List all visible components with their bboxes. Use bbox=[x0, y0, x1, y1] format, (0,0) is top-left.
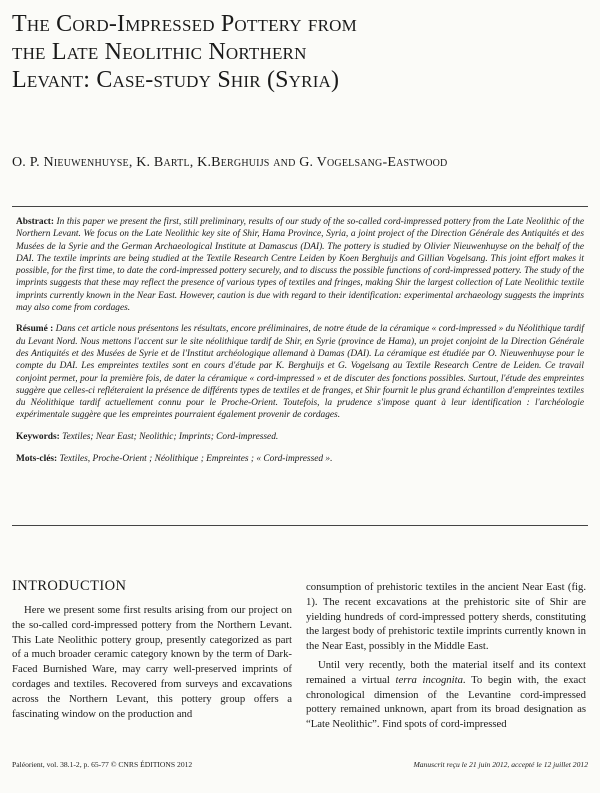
abstract-text: In this paper we present the first, still preliminary, results of our study of the so-called cord-impressed pottery from the Late Neolithic of the Northern Levant. We focus on the Late Neolithic key site of Shir, Hama Province, Syria, a joint project of the Direction Générale des Antiquités et des Musées de la Syrie and the German Archaeological Institute at Damascus (DAI). The pottery is studied by Olivier Nieuwenhuyse on the behalf of the DAI. The textile imprints are being studied at the Textile Research Centre Leiden by Koen Berghuijs and Gillian Vogelsang. This joint effort makes it possible, for the first time, to date the cord-impressed pottery securely, and to discuss the possible functions of cord-impressed pottery. The study of the imprints suggests that these may reflect the presence of various types of textiles and fringes, making Shir the largest collection of Late Neolithic textile imprints currently known in the Near East. However, caution is due with regard to their identification: experimental archaeology suggests the imprints may also come from cordages. bbox=[16, 217, 585, 314]
right-p2-italic: terra incognita bbox=[395, 673, 463, 686]
author-list: O. P. Nieuwenhuyse, K. Bartl, K.Berghuijs and G. Vogelsang-Eastwood bbox=[12, 155, 448, 170]
motscles-label: Mots-clés: bbox=[16, 453, 58, 464]
abstract-paragraph bbox=[16, 216, 584, 314]
keywords-text: Textiles; Near East; Neolithic; Imprints; Cord-impressed. bbox=[62, 431, 279, 442]
motscles-line bbox=[16, 453, 584, 466]
resume-paragraph bbox=[16, 323, 584, 421]
right-column-paragraph-1: consumption of prehistoric textiles in the ancient Near East (fig. 1). The recent excavations at the prehistoric site of Shir are yielding hundreds of cord-impressed pottery sherds, constituting the largest body of prehistoric textile imprints currently known in the Near East, possibly in the Middle East. bbox=[306, 581, 586, 653]
keywords-label: Keywords: bbox=[16, 431, 60, 442]
abstract-box bbox=[12, 206, 588, 526]
right-column-paragraph-2 bbox=[306, 658, 586, 732]
paper-title bbox=[12, 10, 592, 94]
title-line-3: Levant: Case-study Shir (Syria) bbox=[12, 67, 340, 93]
title-line-2: the Late Neolithic Northern bbox=[12, 39, 307, 65]
right-p2-after: . To begin with, the exact chronological dimension of the Levantine cord-impressed pottery remained unknown, apart from its broad designation as “Late Neolithic”. Find spots of cord-impressed bbox=[306, 673, 586, 731]
section-heading: INTRODUCTION bbox=[12, 578, 127, 594]
resume-label: Résumé : bbox=[16, 324, 54, 335]
footer-dates: Manuscrit reçu le 21 juin 2012, accepté le 12 juillet 2012 bbox=[413, 760, 588, 769]
title-line-1: The Cord-Impressed Pottery from bbox=[12, 11, 357, 37]
right-p2-before: Until very recently, both the material itself and its context remained a virtual bbox=[306, 658, 586, 686]
resume-text: Dans cet article nous présentons les résultats, encore préliminaires, de notre étude de la céramique « cord-impressed » du Néolithique tardif du Levant Nord. Nous mettons l'accent sur le site néolithique tardif de Shir, en Syrie (province de Hama), un projet conjoint de la Direction Générale des Antiquités et des Musées de Syrie et de l'Institut archéologique allemand à Damas (DAI). La céramique est étudiée par O. Nieuwenhuyse pour le compte du DAI. Les empreintes textiles sont en cours d'étude par K. Berghuijs et G. Vogelsang au Textile Research Centre de Leiden. Ce travail conjoint permet, pour la première fois, de dater la céramique « cord-impressed » et de discuter des fonctions possibles. Surtout, l'étude des empreintes suggère que celles-ci refléteraient la présence de différents types de textiles et de franges, et Shir fournit le plus grand échantillon d'empreintes textiles du Néolithique tardif actuellement connu pour le Proche-Orient. Toutefois, la prudence s'impose quant à leur identification : l'archéologie expérimentale suggère que les empreintes pourraient également provenir de cordages. bbox=[16, 324, 585, 421]
left-column bbox=[12, 603, 292, 721]
right-column bbox=[306, 580, 586, 732]
abstract-label: Abstract: bbox=[16, 217, 55, 227]
motscles-text: Textiles, Proche-Orient ; Néolithique ; Empreintes ; « Cord-impressed ». bbox=[59, 453, 333, 464]
keywords-line bbox=[16, 431, 584, 444]
footer-citation: Paléorient, vol. 38.1-2, p. 65-77 © CNRS ÉDITIONS 2012 bbox=[12, 760, 193, 769]
left-column-paragraph: Here we present some first results arising from our project on the so-called cord-impressed pottery from the Northern Levant. This Late Neolithic pottery group, presently categorized as part of a much broader ceramic category known by the term of Dark-Faced Burnished Ware, may carry well-preserved imprints of cordages and textiles. Recovered from surveys and excavations across the Northern Levant, this pottery group offers a fascinating window on the production and bbox=[12, 604, 292, 720]
